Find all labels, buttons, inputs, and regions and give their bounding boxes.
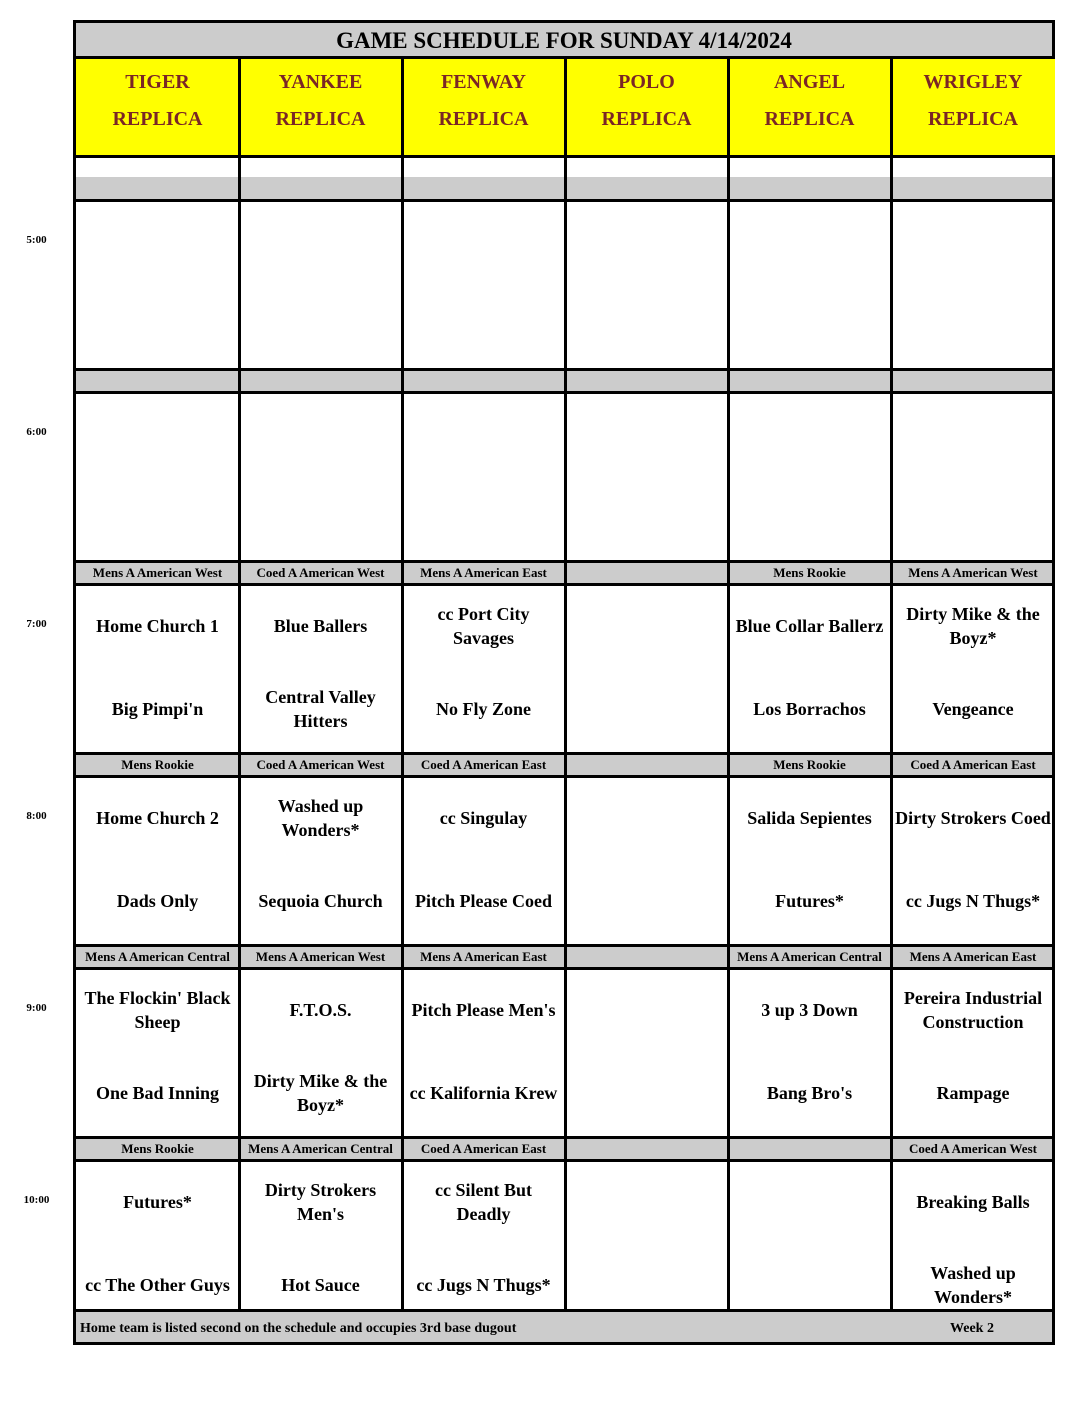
away-team [243, 207, 398, 277]
field-name-suffix: REPLICA [927, 108, 1018, 130]
column-divider [890, 59, 893, 1309]
away-team [406, 207, 561, 277]
home-team [569, 866, 724, 936]
division-label [728, 177, 891, 199]
home-team: Big Pimpi'n [111, 699, 204, 719]
away-team [569, 1167, 724, 1237]
home-team-note: Home team is listed second on the schedule and occupies 3rd base dugout [80, 1321, 517, 1336]
home-team: Vengeance [932, 699, 1014, 719]
home-team [895, 290, 1051, 360]
field-name-suffix: REPLICA [764, 108, 855, 130]
away-team: The Flockin' Black Sheep [84, 988, 231, 1032]
division-label [239, 369, 402, 391]
home-team: Dirty Mike & the Boyz* [253, 1071, 388, 1115]
time-label: 7:00 [26, 618, 47, 630]
home-team [406, 290, 561, 360]
time-label: 10:00 [23, 1194, 50, 1206]
home-team: Futures* [775, 891, 844, 911]
away-team [406, 399, 561, 469]
away-team: Pitch Please Men's [411, 1000, 556, 1020]
time-label: 9:00 [26, 1002, 47, 1014]
division-label: Mens A American East [909, 949, 1037, 964]
field-name-suffix: REPLICA [601, 108, 692, 130]
home-team [732, 482, 887, 552]
division-label: Mens A American East [420, 949, 547, 964]
home-team: Washed up Wonders* [930, 1263, 1016, 1307]
away-team: Breaking Balls [916, 1192, 1030, 1212]
away-team [243, 399, 398, 469]
division-label [891, 369, 1055, 391]
away-team: Washed up Wonders* [277, 796, 364, 840]
division-label [76, 369, 239, 391]
division-label [728, 369, 891, 391]
division-label [565, 561, 728, 583]
division-label: Mens A American West [908, 565, 1038, 580]
home-team: cc Kalifornia Krew [409, 1083, 558, 1103]
home-team: Pitch Please Coed [415, 891, 552, 911]
away-team: Blue Collar Ballerz [735, 616, 884, 636]
home-team: Rampage [936, 1083, 1010, 1103]
field-name: ANGEL [773, 71, 846, 93]
division-label [402, 177, 565, 199]
field-name: TIGER [125, 71, 190, 93]
division-label: Coed A American West [256, 757, 385, 772]
field-name: WRIGLEY [923, 71, 1023, 93]
home-team [732, 290, 887, 360]
division-label: Mens A American East [420, 565, 547, 580]
field-name: YANKEE [278, 71, 363, 93]
column-divider [727, 59, 730, 1309]
home-team [569, 1058, 724, 1128]
division-label: Mens A American West [255, 949, 386, 964]
home-team: Dads Only [116, 891, 199, 911]
home-team: Sequoia Church [258, 891, 383, 911]
schedule-title: GAME SCHEDULE FOR SUNDAY 4/14/2024 [336, 28, 792, 53]
rule [76, 1309, 1052, 1312]
week-label: Week 2 [950, 1321, 994, 1336]
division-label: Mens A American Central [737, 949, 882, 964]
time-label: 6:00 [26, 426, 47, 438]
home-team [243, 482, 398, 552]
home-team: Bang Bro's [766, 1083, 853, 1103]
column-divider [238, 59, 241, 1309]
home-team [569, 482, 724, 552]
division-label: Mens Rookie [773, 757, 846, 772]
division-label [402, 369, 565, 391]
away-team: Dirty Mike & the Boyz* [906, 604, 1040, 648]
away-team [569, 207, 724, 277]
away-team: cc Port City Savages [437, 604, 530, 648]
away-team [569, 975, 724, 1045]
time-label: 5:00 [26, 234, 47, 246]
division-label [565, 369, 728, 391]
home-team: cc Jugs N Thugs* [905, 891, 1041, 911]
division-label: Coed A American West [256, 565, 385, 580]
away-team [732, 207, 887, 277]
away-team [569, 783, 724, 853]
away-team [732, 399, 887, 469]
division-label: Coed A American East [910, 757, 1036, 772]
home-team: cc The Other Guys [85, 1275, 230, 1295]
away-team [569, 591, 724, 661]
division-label: Coed A American East [420, 757, 547, 772]
field-name-suffix: REPLICA [275, 108, 366, 130]
home-team [569, 290, 724, 360]
division-label [565, 1137, 728, 1159]
home-team [80, 482, 235, 552]
division-label [239, 177, 402, 199]
home-team: No Fly Zone [435, 699, 531, 719]
away-team: 3 up 3 Down [761, 1000, 858, 1020]
home-team [406, 482, 561, 552]
home-team [569, 674, 724, 744]
division-label: Mens A American Central [248, 1141, 393, 1156]
away-team [895, 207, 1051, 277]
away-team: Dirty Strokers Men's [264, 1180, 377, 1224]
division-label [565, 945, 728, 967]
field-name-suffix: REPLICA [112, 108, 203, 130]
division-label [728, 1137, 891, 1159]
home-team: Central Valley Hitters [265, 687, 376, 731]
division-label [565, 177, 728, 199]
home-team: Hot Sauce [281, 1275, 360, 1295]
away-team [80, 399, 235, 469]
division-label [891, 177, 1055, 199]
division-label: Coed A American West [909, 1141, 1037, 1156]
column-divider [564, 59, 567, 1309]
home-team [243, 290, 398, 360]
division-label: Mens A American Central [85, 949, 230, 964]
away-team [80, 207, 235, 277]
away-team: cc Silent But Deadly [435, 1180, 532, 1224]
away-team: Pereira Industrial Construction [903, 988, 1043, 1032]
column-divider [401, 59, 404, 1309]
away-team: cc Singulay [439, 808, 528, 828]
away-team: Salida Sepientes [747, 808, 872, 828]
division-label: Mens A American West [92, 565, 223, 580]
schedule-sheet [73, 20, 1055, 1345]
away-team: Home Church 1 [96, 616, 219, 636]
home-team: One Bad Inning [95, 1083, 220, 1103]
division-label: Mens Rookie [121, 757, 194, 772]
away-team: F.T.O.S. [289, 1000, 352, 1020]
field-name: POLO [618, 71, 675, 93]
time-label: 8:00 [26, 810, 47, 822]
division-label: Mens Rookie [121, 1141, 194, 1156]
away-team: Blue Ballers [273, 616, 368, 636]
home-team: Los Borrachos [753, 699, 866, 719]
field-name-suffix: REPLICA [438, 108, 529, 130]
field-name: FENWAY [441, 71, 526, 93]
away-team: Home Church 2 [96, 808, 219, 828]
away-team: Futures* [123, 1192, 192, 1212]
away-team [569, 399, 724, 469]
away-team [732, 1167, 887, 1237]
division-label [565, 753, 728, 775]
home-team: cc Jugs N Thugs* [416, 1275, 551, 1295]
home-team [895, 482, 1051, 552]
division-label: Mens Rookie [773, 565, 846, 580]
away-team: Dirty Strokers Coed [895, 808, 1051, 828]
division-label [76, 177, 239, 199]
home-team [80, 290, 235, 360]
division-label: Coed A American East [420, 1141, 547, 1156]
away-team [895, 399, 1051, 469]
